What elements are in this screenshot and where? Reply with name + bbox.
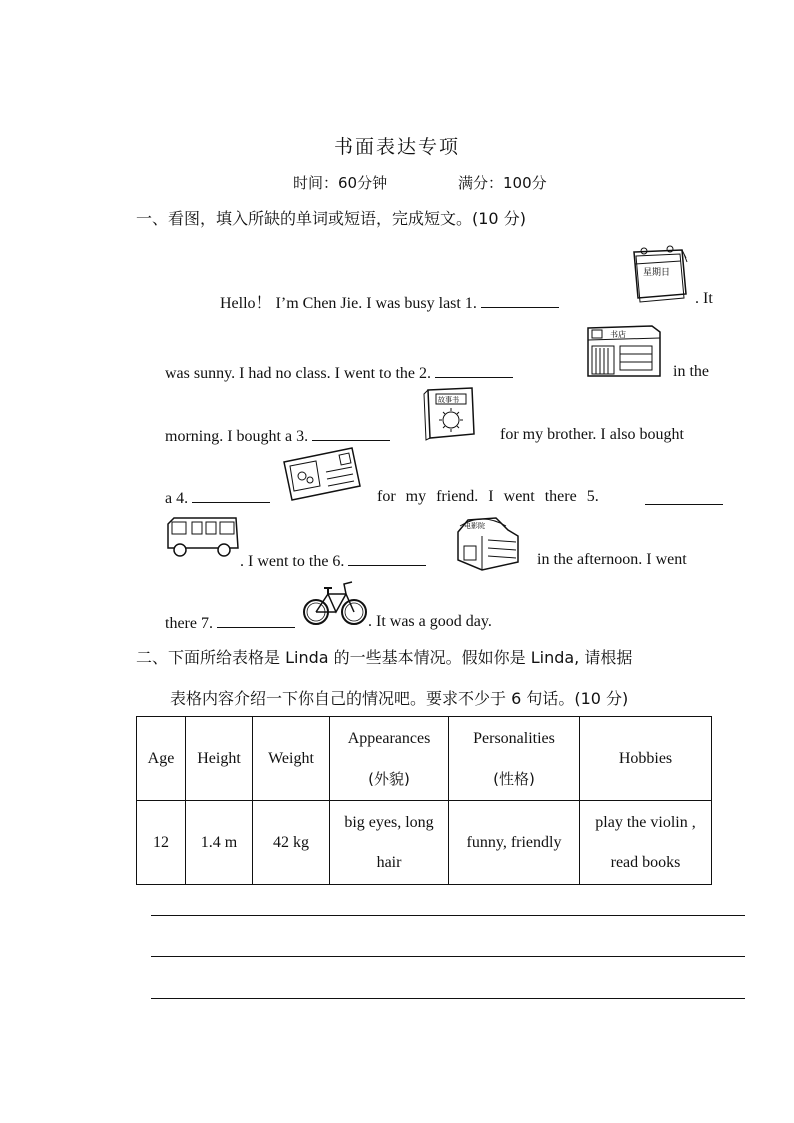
answer-blank-4[interactable] xyxy=(192,488,270,503)
passage-line-2 xyxy=(165,363,513,383)
calendar-icon xyxy=(626,244,688,304)
cell-text: big eyes, long xyxy=(344,813,434,831)
table-cell: 1.4 m xyxy=(186,801,253,885)
writing-line-3[interactable] xyxy=(151,998,745,999)
full-score: 满分：100分 xyxy=(458,174,547,192)
passage-text: was sunny. I had no class. I went to the 2. xyxy=(165,365,432,382)
passage-text: . I went to the 6. xyxy=(240,553,345,570)
calendar-label: 星期日 xyxy=(643,268,671,278)
passage-text: a 4. xyxy=(165,490,189,507)
cinema-label: 电影院 xyxy=(464,522,485,530)
table-cell xyxy=(580,801,712,885)
answer-blank-7[interactable] xyxy=(217,613,295,628)
passage-line-4 xyxy=(165,488,270,508)
bookstore-icon xyxy=(584,318,662,380)
passage-text: there 7. xyxy=(165,615,213,632)
table-header-row xyxy=(137,717,712,801)
time-limit: 时间：60分钟 xyxy=(293,174,388,192)
bookstore-label: 书店 xyxy=(610,330,626,339)
passage-text: morning. I bought a 3. xyxy=(165,428,309,445)
header-cell xyxy=(330,717,449,801)
section1-heading: 一、看图，填入所缺的单词或短语，完成短文。(10 分) xyxy=(136,209,526,228)
passage-line-6 xyxy=(165,613,295,633)
passage-text: . It xyxy=(695,290,713,307)
passage-line-5 xyxy=(240,551,426,571)
passage-text: for my brother. I also bought xyxy=(500,426,684,443)
linda-info-table xyxy=(136,716,712,885)
answer-blank-6[interactable] xyxy=(348,551,426,566)
bus-icon xyxy=(164,514,242,560)
cell-text: play the violin , xyxy=(595,813,696,831)
passage-text: in the afternoon. I went xyxy=(537,551,687,568)
page-title: 书面表达专项 xyxy=(333,136,460,158)
writing-line-1[interactable] xyxy=(151,915,745,916)
header-cell: Age xyxy=(137,717,186,801)
bicycle-icon xyxy=(302,574,368,628)
table-cell: funny, friendly xyxy=(449,801,580,885)
header-text: (外貌) xyxy=(368,769,410,788)
answer-blank-5[interactable] xyxy=(645,490,723,505)
header-cell: Hobbies xyxy=(580,717,712,801)
cell-text: read books xyxy=(610,853,681,871)
header-text: Appearances xyxy=(347,729,431,747)
table-cell: 42 kg xyxy=(253,801,330,885)
header-cell: Weight xyxy=(253,717,330,801)
passage-text: Hello！ I’m Chen Jie. I was busy last 1. xyxy=(220,295,477,312)
section2-heading-line1: 二、下面所给表格是 Linda 的一些基本情况。假如你是 Linda, 请根据 xyxy=(136,648,633,667)
storybook-label: 故事书 xyxy=(438,396,459,404)
answer-blank-1[interactable] xyxy=(481,293,559,308)
passage-text: for my friend. I went there 5. xyxy=(377,488,599,505)
answer-blank-2[interactable] xyxy=(435,363,513,378)
table-row xyxy=(137,801,712,885)
passage-text: . It was a good day. xyxy=(368,613,492,630)
table-cell xyxy=(330,801,449,885)
passage-text: in the xyxy=(673,363,709,380)
postcard-icon xyxy=(280,446,362,502)
answer-blank-3[interactable] xyxy=(312,426,390,441)
table-cell: 12 xyxy=(137,801,186,885)
cell-text: hair xyxy=(376,853,402,871)
section2-heading-line2: 表格内容介绍一下你自己的情况吧。要求不少于 6 句话。(10 分) xyxy=(170,689,629,708)
passage-line-3 xyxy=(165,426,390,446)
header-cell: Height xyxy=(186,717,253,801)
storybook-icon xyxy=(422,384,480,442)
cinema-icon xyxy=(452,512,524,572)
writing-line-2[interactable] xyxy=(151,956,745,957)
header-text: (性格) xyxy=(493,769,535,788)
passage-line-1 xyxy=(220,290,559,313)
header-text: Personalities xyxy=(473,729,555,747)
header-cell xyxy=(449,717,580,801)
